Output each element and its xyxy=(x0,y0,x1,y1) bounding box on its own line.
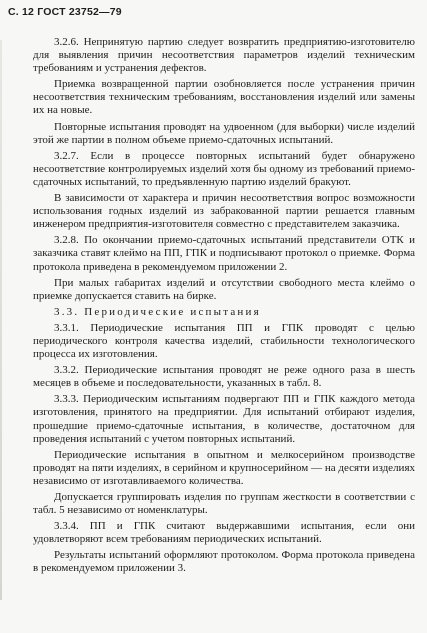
paragraph-results-protocol: Результаты испытаний оформляют протоколом. Форма протокола приведена в рекомендуемом приложении 3. xyxy=(33,549,415,575)
paragraph-3-3-4: 3.3.4. ПП и ГПК считают выдержавшими испытания, если они удовлетворяют всем требованиям периодических испытаний. xyxy=(33,520,415,546)
document-body xyxy=(33,36,415,579)
paragraph-small-items-tag: При малых габаритах изделий и отсутствии свободного места клеймо о приемке допускается ставить на бирке. xyxy=(33,276,415,302)
paragraph-3-2-8: 3.2.8. По окончании приемо-сдаточных испытаний представители ОТК и заказчика ставят клеймо на ПП, ГПК и подписывают протокол о приемке. Форма протокола приведена в рекомендуемом приложении 2. xyxy=(33,234,415,273)
paragraph-3-3-2: 3.3.2. Периодические испытания проводят не реже одного раза в шесть месяцев в объеме и последовательности, указанных в табл. 8. xyxy=(33,364,415,390)
section-heading-3-3: 3.3. Периодические испытания xyxy=(54,305,261,318)
paragraph-rejected-lot-usage: В зависимости от характера и причин несоответствия вопрос возможности использования годных изделий из забракованной партии решается главным инженером предприятия-изготовителя совместно с представителем заказчика. xyxy=(33,192,415,231)
paragraph-repeat-tests: Повторные испытания проводят на удвоенном (для выборки) числе изделий этой же партии в полном объеме приемо-сдаточных испытаний. xyxy=(33,120,415,146)
paragraph-3-3-3: 3.3.3. Периодическим испытаниям подвергают ПП и ГПК каждого метода изготовления, принятого на предприятии. Для испытаний отбирают изделия, прошедшие приемо-сдаточные испытания, в количестве, достаточном для проведения испытаний с учетом повторных испытаний. xyxy=(33,393,415,445)
paragraph-acceptance-resumed: Приемка возвращенной партии озобновляется после устранения причин несоответствия техническим требованиям, восстановления изделий или замены их на новые. xyxy=(33,78,415,117)
paragraph-grouping: Допускается группировать изделия по группам жесткости в соответствии с табл. 5 независимо от номенклатуры. xyxy=(33,491,415,517)
paragraph-3-2-6: 3.2.6. Непринятую партию следует возвратить предприятию-изготовителю для выявления причин несоответствия параметров изделий техническим требованиям и устранения дефектов. xyxy=(33,36,415,75)
paragraph-production-volume: Периодические испытания в опытном и мелкосерийном производстве проводят на пяти изделиях, в серийном и крупносерийном — на десяти изделиях независимо от изготавливаемого количества. xyxy=(33,448,415,487)
scan-edge-shadow xyxy=(0,40,2,600)
paragraph-3-2-7: 3.2.7. Если в процессе повторных испытаний будет обнаружено несоответствие контролируемых изделий хотя бы одному из требований приемо-сдаточных испытаний, то предъявленную партию изделий бракуют. xyxy=(33,149,415,188)
paragraph-3-3-1: 3.3.1. Периодические испытания ПП и ГПК проводят с целью периодического контроля качества изделий, стабильности технологического процесса их изготовления. xyxy=(33,321,415,361)
page-header: С. 12 ГОСТ 23752—79 xyxy=(8,6,122,18)
